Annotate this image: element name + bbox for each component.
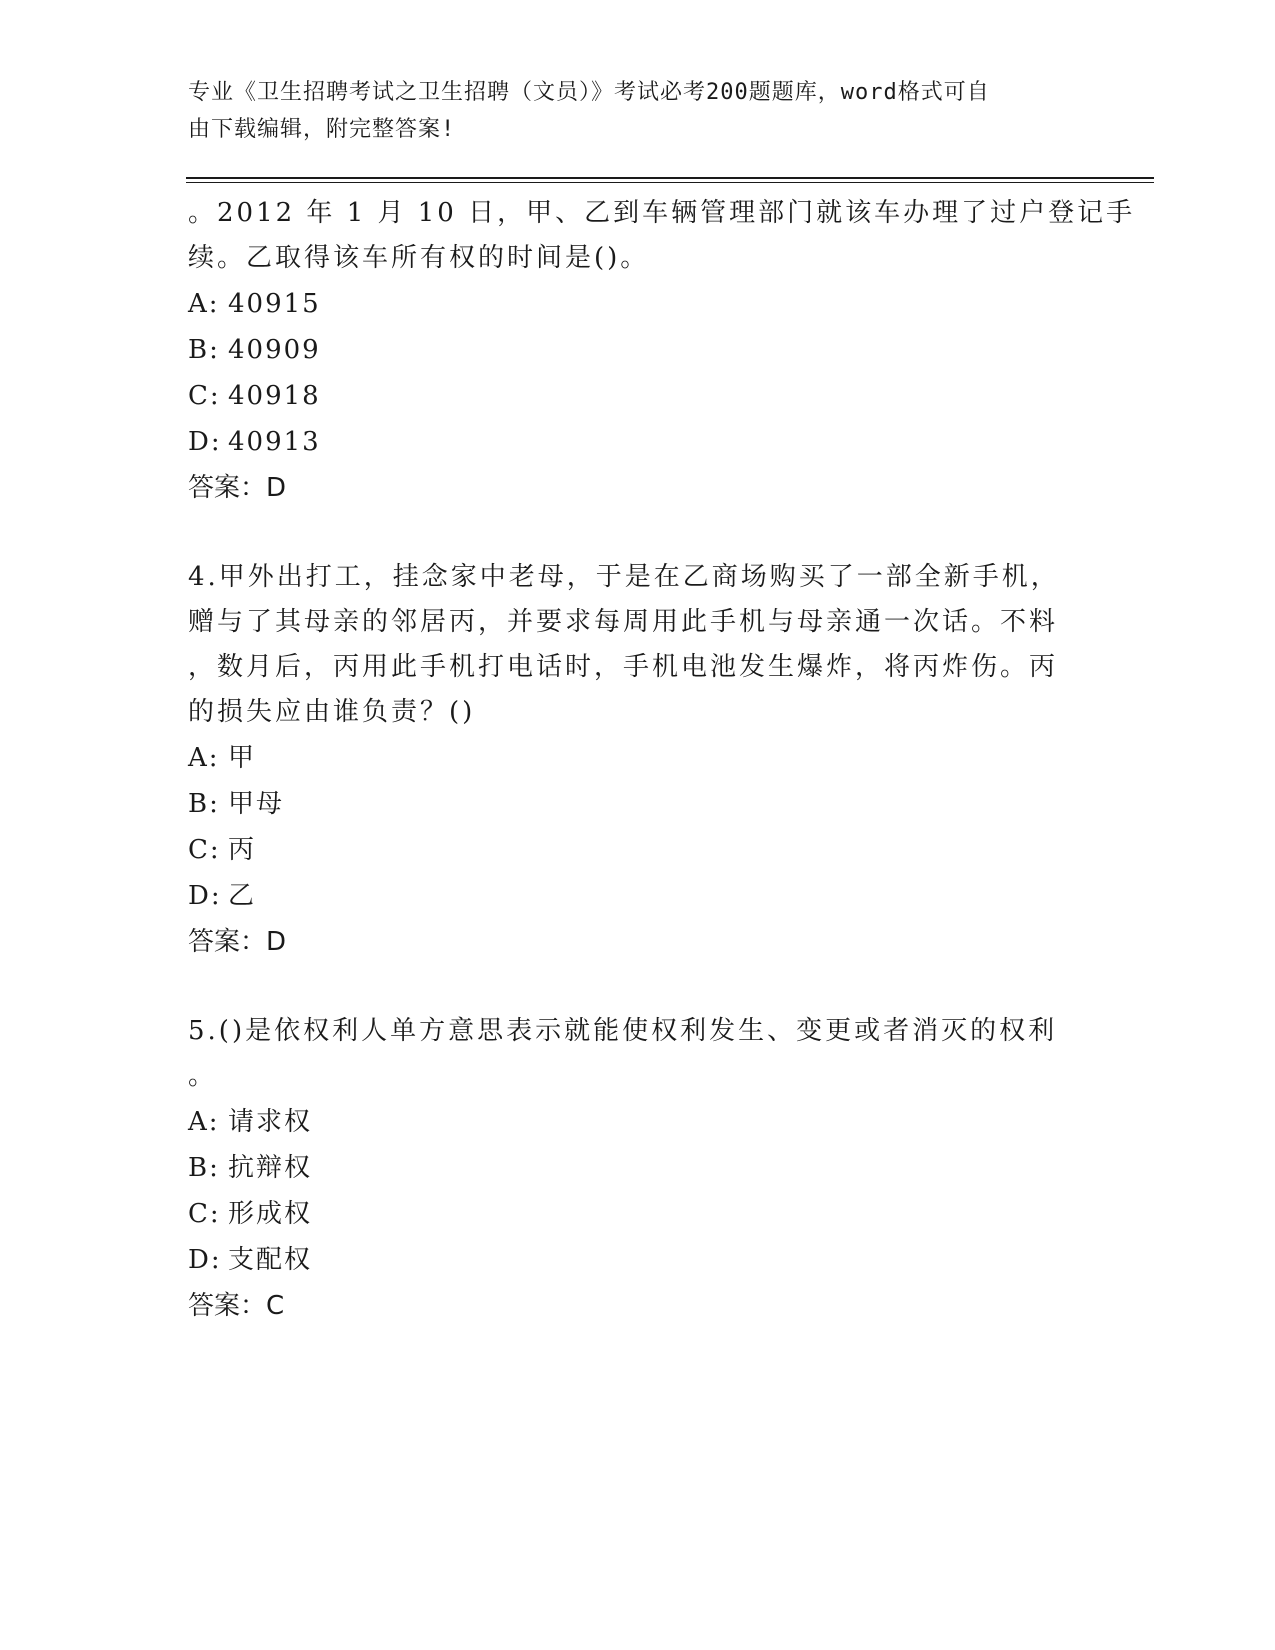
option-text: 40915 [228, 289, 321, 319]
option-key: B: [188, 1153, 220, 1183]
option-c [188, 827, 1088, 873]
question-text-line: 。2012 年 1 月 10 日，甲、乙到车辆管理部门就该车办理了过户登记手 [188, 198, 1136, 228]
question-text-line: ，数月后，丙用此手机打电话时，手机电池发生爆炸，将丙炸伤。丙 [188, 652, 1059, 682]
question-text-line: 赠与了其母亲的邻居丙，并要求每周用此手机与母亲通一次话。不料 [188, 607, 1059, 637]
option-text: 甲母 [228, 789, 285, 819]
option-c [188, 373, 1088, 419]
option-key: C: [188, 835, 221, 865]
question-block [188, 191, 1136, 511]
option-key: B: [188, 335, 220, 365]
header-divider-thin [186, 182, 1154, 183]
option-text: 40913 [228, 427, 321, 457]
option-d [188, 419, 1088, 465]
option-a [188, 735, 1088, 781]
document-header [188, 74, 1068, 148]
question-text-line: 。 [188, 1061, 218, 1091]
question-text-line: 4.甲外出打工，挂念家中老母，于是在乙商场购买了一部全新手机， [188, 562, 1060, 592]
option-b [188, 327, 1088, 373]
option-key: B: [188, 789, 220, 819]
option-key: C: [188, 1199, 221, 1229]
option-a [188, 281, 1088, 327]
option-text: 40909 [228, 335, 321, 365]
option-key: D: [188, 881, 222, 911]
answer-line: 答案：D [188, 473, 287, 503]
option-d [188, 873, 1088, 919]
option-text: 40918 [228, 381, 321, 411]
answer-line: 答案：C [188, 1291, 285, 1321]
option-text: 形成权 [228, 1199, 313, 1229]
option-text: 请求权 [228, 1107, 313, 1137]
header-line-2: 由下载编辑，附完整答案! [188, 117, 456, 142]
question-block [188, 1009, 1088, 1329]
question-block [188, 555, 1088, 965]
option-text: 抗辩权 [228, 1153, 313, 1183]
option-a [188, 1099, 1088, 1145]
option-text: 乙 [228, 881, 257, 911]
option-key: D: [188, 1245, 222, 1275]
option-text: 支配权 [228, 1245, 313, 1275]
option-key: A: [188, 289, 220, 319]
option-key: A: [188, 743, 220, 773]
option-key: A: [188, 1107, 220, 1137]
question-text-line: 的损失应由谁负责？() [188, 697, 476, 727]
option-text: 丙 [228, 835, 257, 865]
header-line-1: 专业《卫生招聘考试之卫生招聘（文员）》考试必考200题题库，word格式可自 [188, 80, 990, 105]
question-text-line: 续。乙取得该车所有权的时间是()。 [188, 243, 650, 273]
option-d [188, 1237, 1088, 1283]
header-divider-thick [186, 177, 1154, 179]
spacer [188, 511, 1088, 555]
option-key: D: [188, 427, 222, 457]
option-text: 甲 [228, 743, 257, 773]
option-b [188, 1145, 1088, 1191]
question-list [188, 191, 1136, 1329]
question-text-line: 5.()是依权利人单方意思表示就能使权利发生、变更或者消灭的权利 [188, 1016, 1058, 1046]
answer-line: 答案：D [188, 927, 287, 957]
option-key: C: [188, 381, 221, 411]
option-b [188, 781, 1088, 827]
spacer [188, 965, 1088, 1009]
option-c [188, 1191, 1088, 1237]
